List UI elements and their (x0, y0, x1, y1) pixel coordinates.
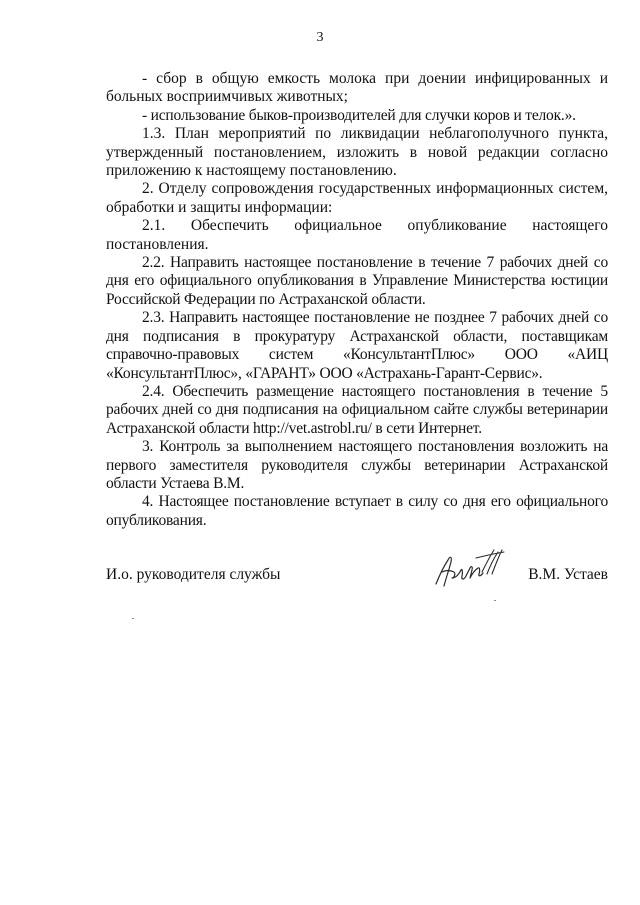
signatory-name: В.М. Устаев (528, 566, 608, 583)
paragraph-bullet-milk: - сбор в общую емкость молока при доении инфицированных и больных восприимчивых животных; (106, 70, 608, 106)
paragraph-bullet-bulls: - использование быков-производителей для случки коров и телок.». (142, 106, 576, 124)
paragraph-1-3: 1.3. План мероприятий по ликвидации неблагополучного пункта, утвержденный постановлением, изложить в новой редакции согласно приложению к настоящему постановлению. (106, 125, 608, 180)
paragraph-3: 3. Контроль за выполнением настоящего постановления возложить на первого заместителя руководителя службы ветеринарии Астраханской области Устаева В.М. (106, 438, 608, 492)
signatory-position: И.о. руководителя службы (106, 566, 281, 583)
signature-block (106, 560, 608, 590)
paragraph-2-2: 2.2. Направить настоящее постановление в течение 7 рабочих дней со дня его официального опубликования в Управление Министерства юстиции Российской Федерации по Астраханской области. (106, 254, 608, 308)
scan-artifact (132, 618, 134, 619)
paragraph-4: 4. Настоящее постановление вступает в силу со дня его официального опубликования. (106, 493, 608, 529)
document-body (106, 70, 608, 530)
paragraph-2-3: 2.3. Направить настоящее постановление не позднее 7 рабочих дней со дня подписания в прокуратуру Астраханской области, поставщикам справочно-правовых систем «КонсультантПлюс» ООО «АИЦ «КонсультантПлюс», «ГАРАНТ» ООО «Астрахань-Гарант-Сервис». (106, 309, 608, 382)
paragraph-2: 2. Отделу сопровождения государственных информационных систем, обработки и защиты информации: (106, 180, 608, 216)
scan-artifact (494, 600, 496, 601)
paragraph-2-4: 2.4. Обеспечить размещение настоящего постановления в течение 5 рабочих дней со дня подписания на официальном сайте службы ветеринарии Астраханской области http://vet.astrobl.ru/ в сети Интернет. (106, 382, 608, 437)
handwritten-signature (432, 544, 510, 594)
page-number: 3 (316, 30, 324, 45)
paragraph-2-1: 2.1. Обеспечить официальное опубликование настоящего постановления. (106, 217, 608, 253)
